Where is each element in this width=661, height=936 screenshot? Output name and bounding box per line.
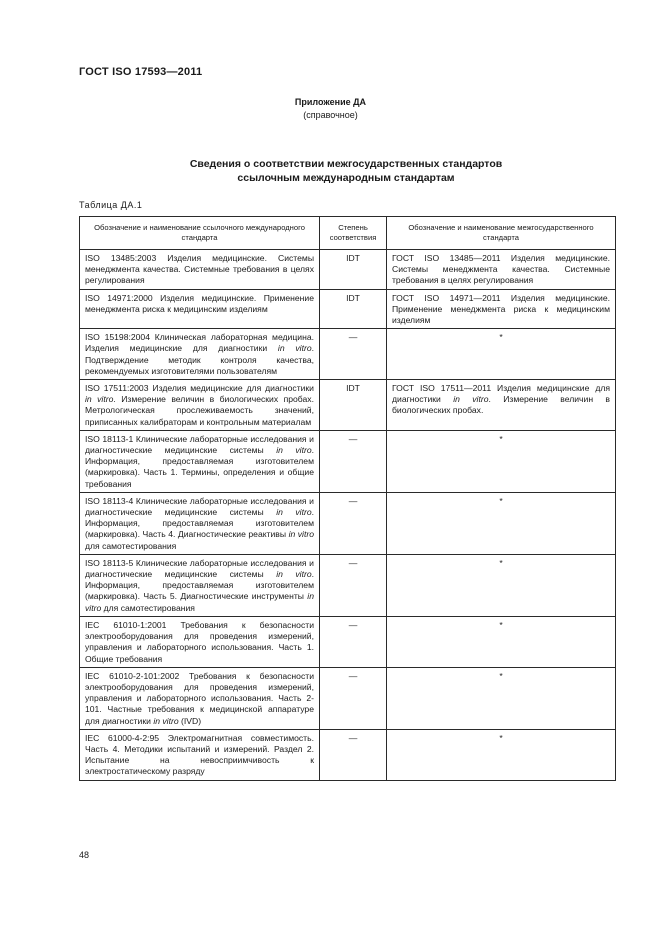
table-row <box>80 329 616 380</box>
cell-national-standard: * <box>387 329 616 380</box>
annex-heading <box>0 96 661 122</box>
cell-international-standard: ISO 18113-4 Клинические лабораторные исследования и диагностические медицинские системы in vitro. Информация, предоставляемая изготовителем (маркировка). Часть 4. Диагностические реактивы in vitro для самотестирования <box>80 492 320 554</box>
cell-degree-of-correspondence: — <box>320 430 387 492</box>
cell-international-standard: ISO 14971:2000 Изделия медицинские. Применение менеджмента риска к медицинским изделиям <box>80 289 320 329</box>
document-header: ГОСТ ISO 17593—2011 <box>79 66 203 78</box>
table-header-row <box>80 217 616 250</box>
section-title-line-1: Сведения о соответствии межгосударственных стандартов <box>189 158 503 170</box>
cell-national-standard: ГОСТ ISO 17511—2011 Изделия медицинские для диагностики in vitro. Измерение величин в биологических пробах. <box>387 380 616 431</box>
table-row <box>80 616 616 667</box>
cell-international-standard: IEC 61010-1:2001 Требования к безопасности электрооборудования для проведения измерений, управления и лабораторного использования. Часть 1. Общие требования <box>80 616 320 667</box>
cell-degree-of-correspondence: IDT <box>320 250 387 290</box>
cell-international-standard: ISO 15198:2004 Клиническая лабораторная медицина. Изделия медицинские для диагностики in vitro. Подтверждение методик контроля качества, рекомендуемых изготовителями пользователям <box>80 329 320 380</box>
cell-international-standard: ISO 18113-5 Клинические лабораторные исследования и диагностические медицинские системы in vitro. Информация, предоставляемая изготовителем (маркировка). Часть 5. Диагностические инструменты in vitro для самотестирования <box>80 554 320 616</box>
section-title <box>0 157 661 185</box>
table-label: Таблица ДА.1 <box>79 200 143 210</box>
table-row <box>80 430 616 492</box>
cell-degree-of-correspondence: — <box>320 729 387 780</box>
header-national-standard: Обозначение и наименование межгосударственного стандарта <box>387 217 616 250</box>
cell-national-standard: * <box>387 430 616 492</box>
annex-subtitle: (справочное) <box>303 110 358 120</box>
table-row <box>80 492 616 554</box>
table-row <box>80 554 616 616</box>
table-row <box>80 667 616 729</box>
cell-national-standard: * <box>387 667 616 729</box>
cell-national-standard: * <box>387 554 616 616</box>
cell-national-standard: ГОСТ ISO 14971—2011 Изделия медицинские. Применение менеджмента риска к медицинским изделиям <box>387 289 616 329</box>
correspondence-table <box>79 216 616 781</box>
cell-national-standard: * <box>387 616 616 667</box>
cell-degree-of-correspondence: — <box>320 616 387 667</box>
table-row <box>80 250 616 290</box>
cell-international-standard: ISO 17511:2003 Изделия медицинские для диагностики in vitro. Измерение величин в биологических пробах. Метрологическая прослеживаемость значений, приписанных калибраторам и контрольным материалам <box>80 380 320 431</box>
cell-international-standard: IEC 61000-4-2:95 Электромагнитная совместимость. Часть 4. Методики испытаний и измерений. Раздел 2. Испытание на невосприимчивость к электростатическому разряду <box>80 729 320 780</box>
cell-international-standard: ISO 13485:2003 Изделия медицинские. Системы менеджмента качества. Системные требования в целях регулирования <box>80 250 320 290</box>
table-row <box>80 289 616 329</box>
cell-national-standard: ГОСТ ISO 13485—2011 Изделия медицинские. Системы менеджмента качества. Системные требования в целях регулирования <box>387 250 616 290</box>
cell-degree-of-correspondence: — <box>320 492 387 554</box>
header-international-standard: Обозначение и наименование ссылочного международного стандарта <box>80 217 320 250</box>
cell-national-standard: * <box>387 729 616 780</box>
table-row <box>80 729 616 780</box>
cell-degree-of-correspondence: — <box>320 667 387 729</box>
page-number: 48 <box>79 850 90 860</box>
cell-degree-of-correspondence: — <box>320 554 387 616</box>
section-title-line-2: ссылочным международным стандартам <box>237 172 455 184</box>
cell-degree-of-correspondence: — <box>320 329 387 380</box>
cell-degree-of-correspondence: IDT <box>320 380 387 431</box>
table-row <box>80 380 616 431</box>
table-body <box>80 250 616 781</box>
cell-national-standard: * <box>387 492 616 554</box>
cell-international-standard: IEC 61010-2-101:2002 Требования к безопасности электрооборудования для проведения измерений, управления и лабораторного использования. Часть 2-101. Частные требования к медицинской аппаратуре для диагностики in vitro (IVD) <box>80 667 320 729</box>
header-degree-of-correspondence: Степень соответствия <box>320 217 387 250</box>
cell-international-standard: ISO 18113-1 Клинические лабораторные исследования и диагностические медицинские системы in vitro. Информация, предоставляемая изготовителем (маркировка). Часть 1. Термины, определения и общие требования <box>80 430 320 492</box>
annex-title: Приложение ДА <box>294 97 367 107</box>
cell-degree-of-correspondence: IDT <box>320 289 387 329</box>
